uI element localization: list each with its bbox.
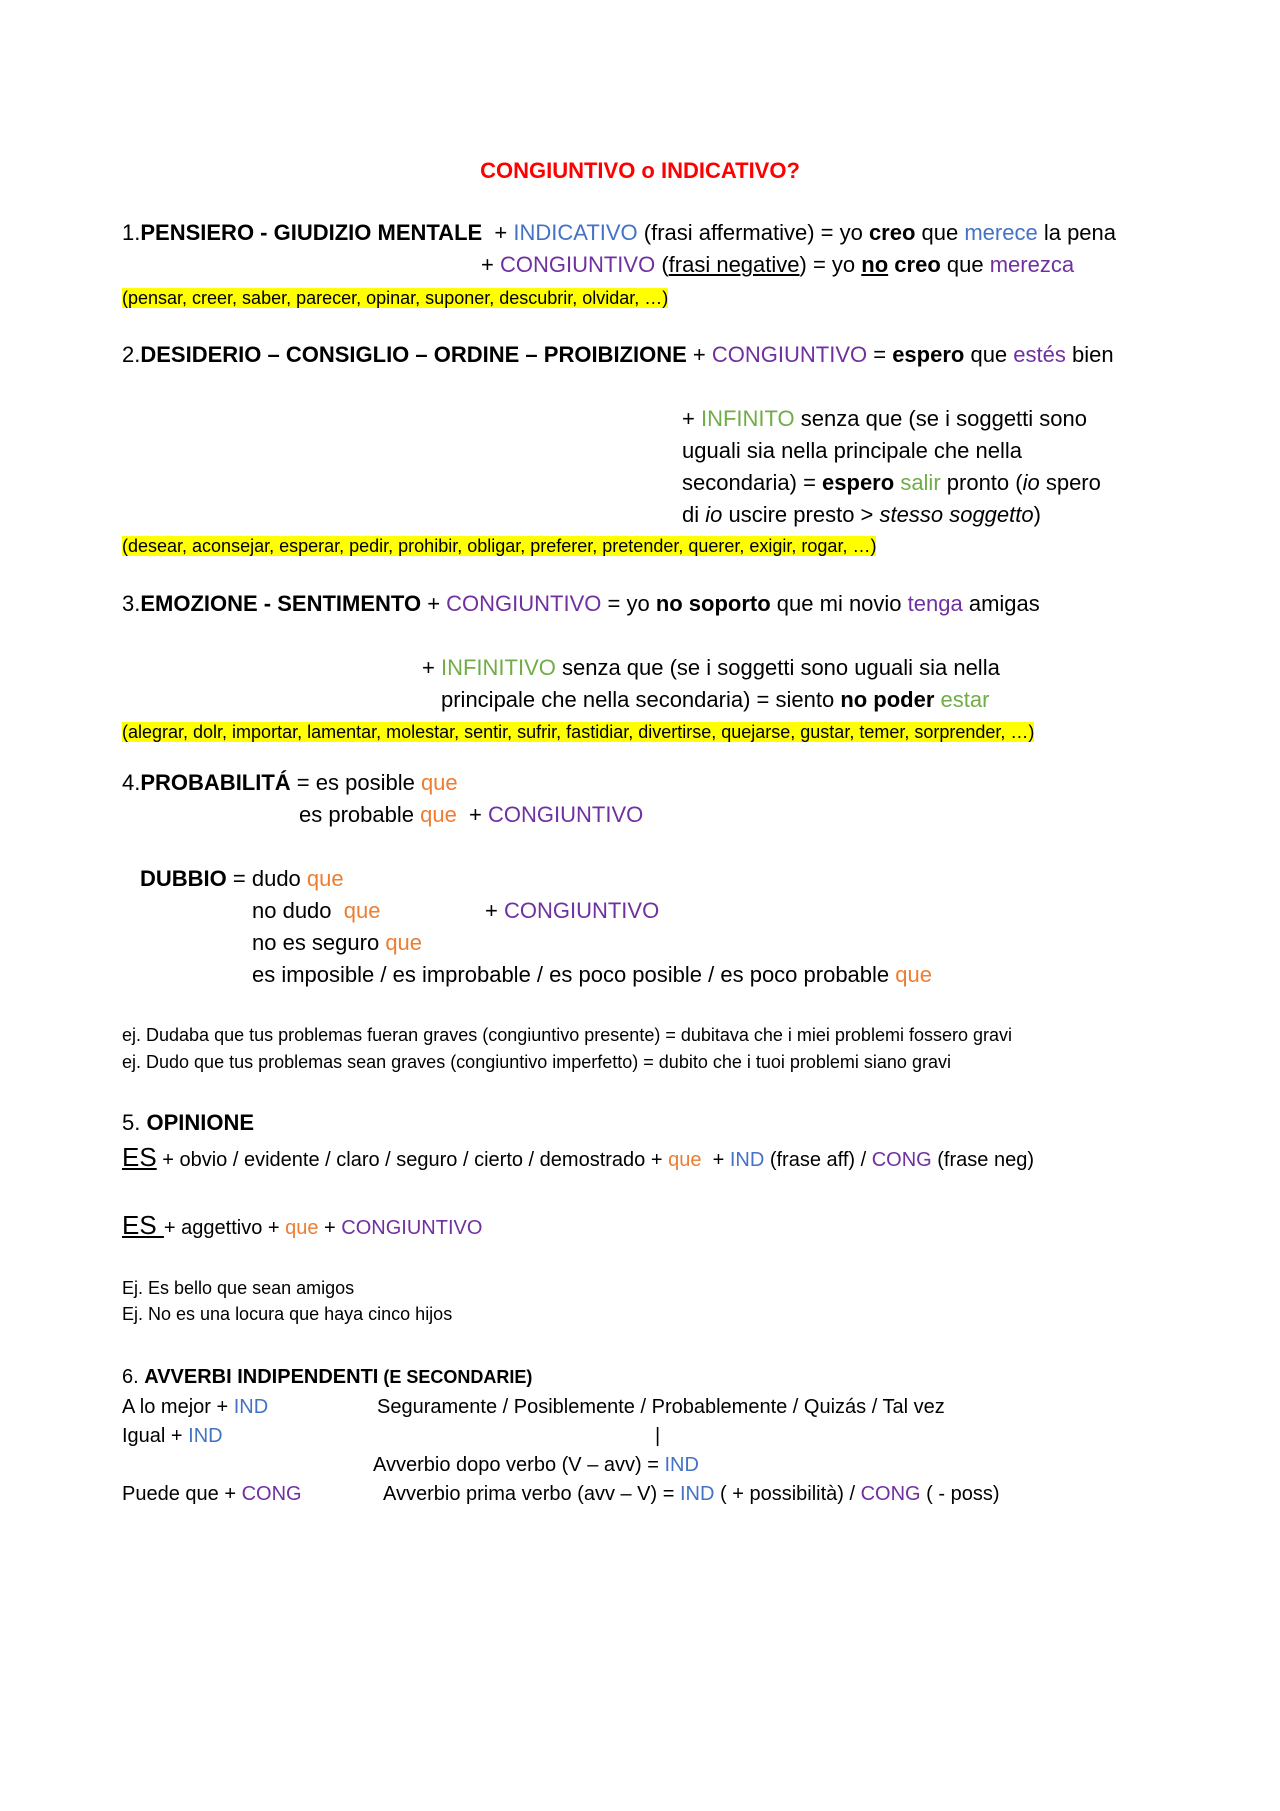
s6-row1-left: [122, 1392, 268, 1422]
s4-example-1: ej. Dudaba que tus problemas fueran graves (congiuntivo presente) = dubitava che i miei problemi fossero gravi: [122, 1025, 1012, 1045]
s6-r4a: Puede que +: [122, 1483, 242, 1505]
s4-number: 4.: [122, 770, 141, 795]
s2-stesso: stesso soggetto: [879, 502, 1034, 527]
s2-congiuntivo: CONGIUNTIVO: [711, 342, 868, 367]
s1-line2: [481, 250, 1074, 280]
s5-l1b: +: [701, 1149, 730, 1171]
s2-infinito: INFINITO: [700, 406, 795, 431]
s1-merece: merece: [964, 220, 1038, 245]
s1-no: no: [861, 252, 889, 277]
s4-d-que4: que: [895, 962, 932, 987]
s4-l2a: es probable: [299, 802, 421, 827]
s2-que: que: [964, 342, 1014, 367]
s1-merezca: merezca: [989, 252, 1075, 277]
s4-d-congiuntivo: CONGIUNTIVO: [503, 898, 660, 923]
s2-inf-line4: [682, 500, 1041, 530]
s2-heading: DESIDERIO – CONSIGLIO – ORDINE – PROIBIZIONE: [140, 342, 687, 367]
s1-que2: que: [940, 252, 990, 277]
s4-d-que3: que: [385, 930, 423, 955]
s2-eq: =: [867, 342, 893, 367]
s5-example-2: Ej. No es una locura que haya cinco hijos: [122, 1304, 453, 1324]
s5-l2b: +: [318, 1217, 342, 1239]
s1-congiuntivo: CONGIUNTIVO: [499, 252, 656, 277]
s2-line1: [122, 340, 1114, 370]
s4-dubbio-line3: [252, 928, 422, 958]
s5-line2: [122, 1210, 482, 1243]
s6-row2-left: [122, 1421, 223, 1451]
s1-que: que: [915, 220, 965, 245]
s3-inf-line2: [441, 685, 989, 715]
s5-es2: ES: [122, 1210, 164, 1240]
s3-que: que mi novio: [770, 591, 908, 616]
s2-espero: espero: [892, 342, 965, 367]
s1-lapena: la pena: [1037, 220, 1117, 245]
s2-l4a: di: [682, 502, 706, 527]
s2-l3-espero: espero: [822, 470, 895, 495]
s6-r4-cong2: CONG: [860, 1483, 921, 1505]
s1-verbs: (pensar, creer, saber, parecer, opinar, suponer, descubrir, olvidar, …): [122, 288, 669, 308]
s4-que1: que: [420, 770, 458, 795]
s1-paren: (: [655, 252, 669, 277]
s4-d-que1: que: [306, 866, 344, 891]
s2-l3c: spero: [1039, 470, 1101, 495]
s1-heading: PENSIERO - GIUDIZIO MENTALE: [140, 220, 483, 245]
s1-indicativo: INDICATIVO: [513, 220, 638, 245]
s4-dubbio-line2: [252, 896, 380, 926]
s6-r1a: A lo mejor +: [122, 1396, 234, 1418]
s4-heading: PROBABILITÁ: [140, 770, 291, 795]
s1-neg: frasi negative: [668, 252, 800, 277]
s4-l2b: +: [456, 802, 488, 827]
s6-r4-right-c: ( - poss): [920, 1483, 1000, 1505]
s5-number: 5.: [122, 1110, 147, 1135]
s3-heading: EMOZIONE - SENTIMENTO: [140, 591, 422, 616]
s1-neg-end: ) = yo: [799, 252, 862, 277]
s6-heading-secondary: (E SECONDARIE): [378, 1367, 533, 1387]
s2-inf-plus: +: [682, 406, 701, 431]
s3-inf-line1: [422, 653, 1000, 683]
s2-inf-rest: senza que (se i soggetti sono: [794, 406, 1087, 431]
s4-que2: que: [420, 802, 457, 827]
s5-l1d: (frase neg): [931, 1149, 1034, 1171]
s4-d3a: no es seguro: [252, 930, 386, 955]
s4-example-2: ej. Dudo que tus problemas sean graves (congiuntivo imperfetto) = dubito che i tuoi problemi siano gravi: [122, 1052, 951, 1072]
s1-aff-text: (frasi affermative) = yo: [637, 220, 869, 245]
s3-l2a: principale che nella secondaria) = siento: [441, 687, 841, 712]
s1-number: 1.: [122, 220, 141, 245]
s6-r4-right-a: Avverbio prima verbo (avv – V) =: [383, 1483, 680, 1505]
s6-number: 6.: [122, 1366, 145, 1388]
s2-l3b: pronto (: [940, 470, 1023, 495]
s6-r1-ind: IND: [233, 1396, 269, 1418]
s4-line1: [122, 768, 458, 798]
s6-row4-left: [122, 1479, 302, 1509]
s4-congiuntivo: CONGIUNTIVO: [488, 802, 644, 827]
s2-io: io: [1022, 470, 1040, 495]
s1-plus: +: [494, 220, 514, 245]
s2-bien: bien: [1065, 342, 1114, 367]
s6-r4-right-b: ( + possibilità) /: [714, 1483, 861, 1505]
s6-r3a: Avverbio dopo verbo (V – avv) =: [373, 1454, 665, 1476]
s3-inf-plus: +: [422, 655, 441, 680]
s4-dubbio-cong: [485, 896, 659, 926]
s2-verbs: (desear, aconsejar, esperar, pedir, prohibir, obligar, preferer, pretender, querer, exigir, rogar, …): [122, 536, 877, 556]
s5-es1: ES: [122, 1142, 157, 1172]
s2-inf-line1: [682, 404, 1087, 434]
s1-creo2: creo: [894, 252, 941, 277]
s3-plus: +: [421, 591, 447, 616]
s3-estar: estar: [940, 687, 990, 712]
s3-nosoporto: no soporto: [655, 591, 771, 616]
s6-row4-right: [383, 1479, 1000, 1509]
s4-dubbio-line4: [252, 960, 932, 990]
s1-creo: creo: [868, 220, 916, 245]
s2-l4b: uscire presto >: [722, 502, 880, 527]
s5-heading: OPINIONE: [146, 1110, 255, 1135]
s3-verbs: (alegrar, dolr, importar, lamentar, molestar, sentir, sufrir, fastidiar, divertirse, quejarse, gustar, temer, sorprender, …): [122, 722, 1035, 742]
s2-estes: estés: [1013, 342, 1066, 367]
s2-inf-line3: [682, 468, 1101, 498]
s3-congiuntivo: CONGIUNTIVO: [446, 591, 602, 616]
s6-r2-ind: IND: [188, 1425, 223, 1447]
s2-l4-io: io: [705, 502, 723, 527]
s5-que1: que: [668, 1149, 702, 1171]
s4-dubbio: DUBBIO: [140, 866, 227, 891]
s3-eq: = yo: [601, 591, 656, 616]
s4-d2-plus: +: [485, 898, 504, 923]
s6-row1-right: Seguramente / Posiblemente / Probablemente / Quizás / Tal vez: [377, 1396, 945, 1418]
s3-line1: [122, 589, 1040, 619]
s2-l4c: ): [1033, 502, 1041, 527]
s5-line1: [122, 1142, 1034, 1175]
s3-number: 3.: [122, 591, 141, 616]
s3-inf-rest: senza que (se i soggetti sono uguali sia nella: [555, 655, 1000, 680]
s5-congiuntivo: CONGIUNTIVO: [341, 1217, 483, 1239]
s2-plus: +: [686, 342, 712, 367]
s2-salir: salir: [900, 470, 941, 495]
s2-l3a: secondaria) =: [682, 470, 823, 495]
s5-l1a: + obvio / evidente / claro / seguro / cierto / demostrado +: [156, 1149, 669, 1171]
s5-que2: que: [285, 1217, 319, 1239]
s3-tenga: tenga: [907, 591, 963, 616]
s2-inf-line2: uguali sia nella principale che nella: [682, 438, 1023, 463]
s5-heading-line: [122, 1108, 254, 1138]
s6-heading: AVVERBI INDIPENDENTI: [144, 1366, 379, 1388]
s4-line2: [299, 800, 643, 830]
s4-d2a: no dudo: [252, 898, 344, 923]
s4-d-que2: que: [343, 898, 381, 923]
s6-row3: [373, 1450, 699, 1480]
page-title: CONGIUNTIVO o INDICATIVO?: [480, 158, 800, 183]
s5-example-1: Ej. Es bello que sean amigos: [122, 1278, 355, 1298]
s5-l1c: (frase aff) /: [764, 1149, 872, 1171]
s6-r3-ind: IND: [664, 1454, 699, 1476]
s6-heading-line: [122, 1362, 532, 1392]
s6-r2a: Igual +: [122, 1425, 189, 1447]
s3-infinitivo: INFINITIVO: [440, 655, 556, 680]
s4-dubbio-line1: [140, 864, 344, 894]
s3-nopoder: no poder: [840, 687, 935, 712]
s4-eq: = es posible: [290, 770, 421, 795]
s1-line1: [122, 218, 1116, 248]
s4-d4a: es imposible / es improbable / es poco posible / es poco probable: [252, 962, 896, 987]
s6-r4-cong: CONG: [241, 1483, 302, 1505]
s5-cong: CONG: [871, 1149, 932, 1171]
s3-amigas: amigas: [962, 591, 1040, 616]
s6-divider-bar: |: [655, 1425, 661, 1447]
s5-ind: IND: [729, 1149, 765, 1171]
s4-d-eq: = dudo: [226, 866, 307, 891]
s5-l2a: + aggettivo +: [163, 1217, 286, 1239]
s1-plus2: +: [481, 252, 500, 277]
s6-r4-ind: IND: [679, 1483, 715, 1505]
s2-number: 2.: [122, 342, 141, 367]
